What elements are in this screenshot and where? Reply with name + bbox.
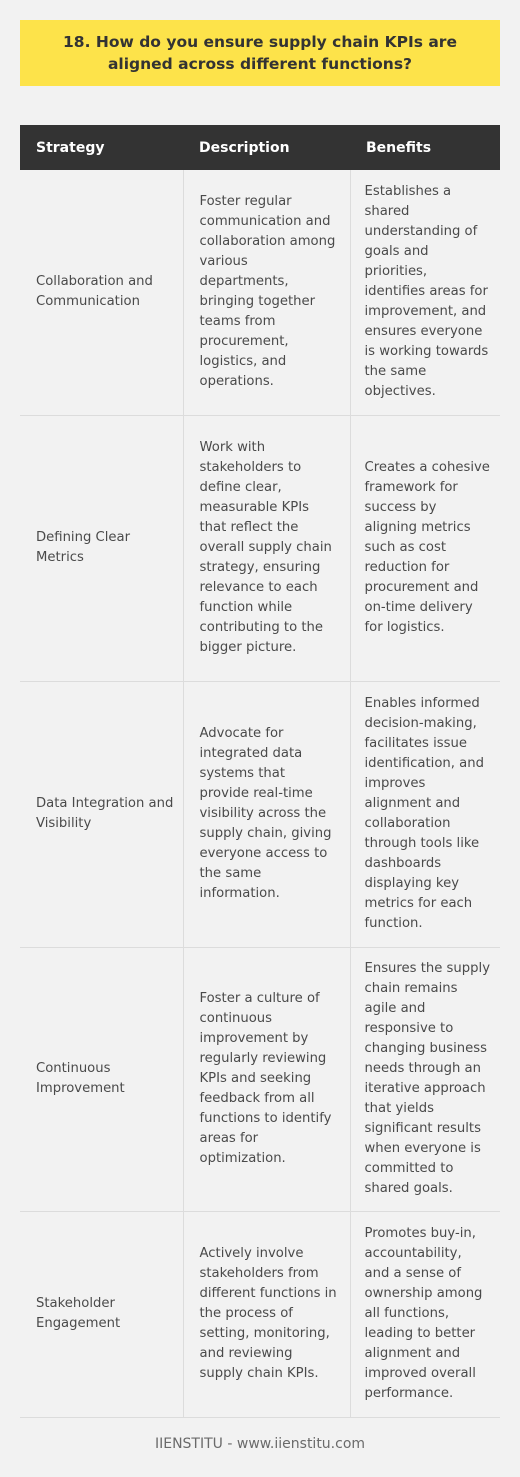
cell-benefits: Enables informed decision-making, facilitates issue identification, and improves alignment and collaboration through tools like dashboards displaying key metrics for each function. bbox=[350, 681, 500, 947]
cell-benefits: Establishes a shared understanding of goals and priorities, identifies areas for improvement, and ensures everyone is working towards the same objectives. bbox=[350, 170, 500, 415]
table-row bbox=[20, 1211, 500, 1417]
cell-strategy: Defining Clear Metrics bbox=[20, 415, 183, 681]
table-row bbox=[20, 170, 500, 415]
header-description: Description bbox=[183, 125, 350, 170]
table-row bbox=[20, 947, 500, 1211]
cell-description: Actively involve stakeholders from different functions in the process of setting, monitoring, and reviewing supply chain KPIs. bbox=[183, 1211, 350, 1417]
cell-description: Foster a culture of continuous improvement by regularly reviewing KPIs and seeking feedback from all functions to identify areas for optimization. bbox=[183, 947, 350, 1211]
cell-strategy: Continuous Improvement bbox=[20, 947, 183, 1211]
table-header-row bbox=[20, 125, 500, 170]
header-benefits: Benefits bbox=[350, 125, 500, 170]
cell-benefits: Creates a cohesive framework for success by aligning metrics such as cost reduction for procurement and on-time delivery for logistics. bbox=[350, 415, 500, 681]
cell-benefits: Ensures the supply chain remains agile and responsive to changing business needs through an iterative approach that yields significant results when everyone is committed to shared goals. bbox=[350, 947, 500, 1211]
header-strategy: Strategy bbox=[20, 125, 183, 170]
table-row bbox=[20, 681, 500, 947]
page-title: 18. How do you ensure supply chain KPIs are aligned across different functions? bbox=[63, 33, 457, 73]
footer-credit: IIENSTITU - www.iienstitu.com bbox=[154, 1436, 366, 1452]
cell-strategy: Collaboration and Communication bbox=[20, 170, 183, 415]
cell-strategy: Stakeholder Engagement bbox=[20, 1211, 183, 1417]
kpi-strategy-table bbox=[20, 125, 500, 1418]
title-banner bbox=[20, 20, 500, 86]
table-row bbox=[20, 415, 500, 681]
cell-description: Foster regular communication and collaboration among various departments, bringing together teams from procurement, logistics, and operations. bbox=[183, 170, 350, 415]
cell-description: Advocate for integrated data systems that provide real-time visibility across the supply chain, giving everyone access to the same information. bbox=[183, 681, 350, 947]
cell-benefits: Promotes buy-in, accountability, and a sense of ownership among all functions, leading to better alignment and improved overall performance. bbox=[350, 1211, 500, 1417]
cell-strategy: Data Integration and Visibility bbox=[20, 681, 183, 947]
cell-description: Work with stakeholders to define clear, measurable KPIs that reflect the overall supply chain strategy, ensuring relevance to each function while contributing to the bigger picture. bbox=[183, 415, 350, 681]
